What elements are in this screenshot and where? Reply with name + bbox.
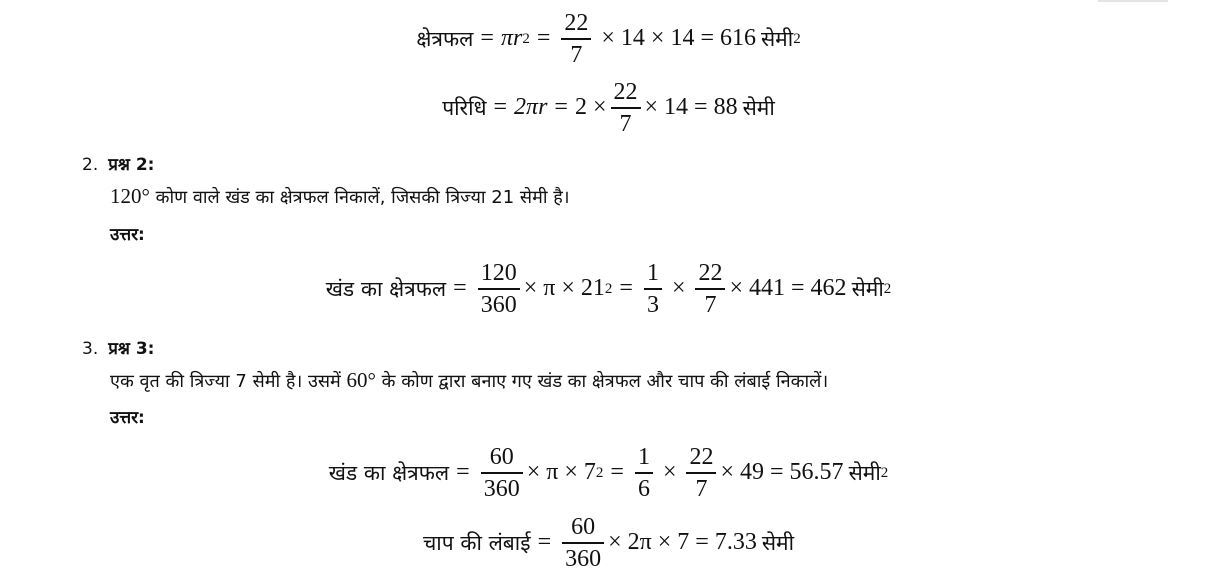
fraction-120-360: $\frac{120}{360}$ xyxy=(478,258,520,320)
sector-area-equation-q2: खंड का क्षेत्रफल = $\frac{120}{360}$ × π × 21 2 = $\frac{1}{3}$ × $\frac{22}{7}$ × 441 = 462 सेमी 2 xyxy=(325,260,892,318)
area-equation: क्षेत्रफल = πr 2 = $\frac{22}{7}$ × 14 × 14 = 616 सेमी 2 xyxy=(416,10,801,68)
question-2-text: 120° कोण वाले खंड का क्षेत्रफल निकालें, जिसकी त्रिज्या 21 सेमी है। xyxy=(110,184,570,208)
sector-area-label: खंड का क्षेत्रफल xyxy=(328,460,450,485)
sector-area-label: खंड का क्षेत्रफल xyxy=(325,276,447,301)
question-2-heading: 2. प्रश्न 2: xyxy=(82,155,155,175)
arc-length-result: × 2π × 7 = 7.33 xyxy=(608,529,757,556)
circumference-equation: परिधि = 2πr = 2 × $\frac{22}{7}$ × 14 = 88 सेमी xyxy=(442,79,775,137)
circumference-result: × 14 = 88 xyxy=(644,94,738,121)
fraction-22-7: $\frac{22}{7}$ xyxy=(695,258,725,320)
area-result: 14 × 14 = 616 xyxy=(620,25,756,52)
area-unit: सेमी xyxy=(760,26,794,51)
arc-length-label: चाप की लंबाई xyxy=(422,530,531,555)
sector-area-result: × 49 = 56.57 xyxy=(720,459,844,486)
fraction-22-7: $\frac{22}{7}$ xyxy=(686,442,716,504)
fraction-1-3: $\frac{1}{3}$ xyxy=(644,258,662,320)
fraction-60-360: $\frac{60}{360}$ xyxy=(481,442,523,504)
fraction-22-7: $\frac{22}{7}$ xyxy=(611,77,641,139)
question-3-answer-label: उत्तर: xyxy=(110,408,145,428)
top-divider xyxy=(1098,0,1168,2)
sector-area-equation-q3: खंड का क्षेत्रफल = $\frac{60}{360}$ × π × 7 2 = $\frac{1}{6}$ × $\frac{22}{7}$ × 49 = 56.57 सेमी 2 xyxy=(328,444,889,502)
area-label: क्षेत्रफल xyxy=(416,26,474,51)
area-variable: πr xyxy=(500,25,523,52)
circumference-unit: सेमी xyxy=(742,95,775,120)
circumference-label: परिधि xyxy=(442,95,487,120)
fraction-1-6: $\frac{1}{6}$ xyxy=(635,442,653,504)
circumference-variable: 2πr xyxy=(514,94,548,121)
fraction-60-360: $\frac{60}{360}$ xyxy=(562,512,604,574)
arc-length-equation: चाप की लंबाई = $\frac{60}{360}$ × 2π × 7 = 7.33 सेमी xyxy=(422,514,795,572)
question-2-answer-label: उत्तर: xyxy=(110,225,145,245)
sector-area-result: × 441 = 462 xyxy=(729,275,847,302)
question-3-heading: 3. प्रश्न 3: xyxy=(82,339,155,359)
question-3-text: एक वृत की त्रिज्या 7 सेमी है। उसमें 60° के कोण द्वारा बनाए गए खंड का क्षेत्रफल और चाप की लंबाई निकालें। xyxy=(110,368,829,392)
fraction-22-7: $\frac{22}{7}$ xyxy=(561,8,591,70)
